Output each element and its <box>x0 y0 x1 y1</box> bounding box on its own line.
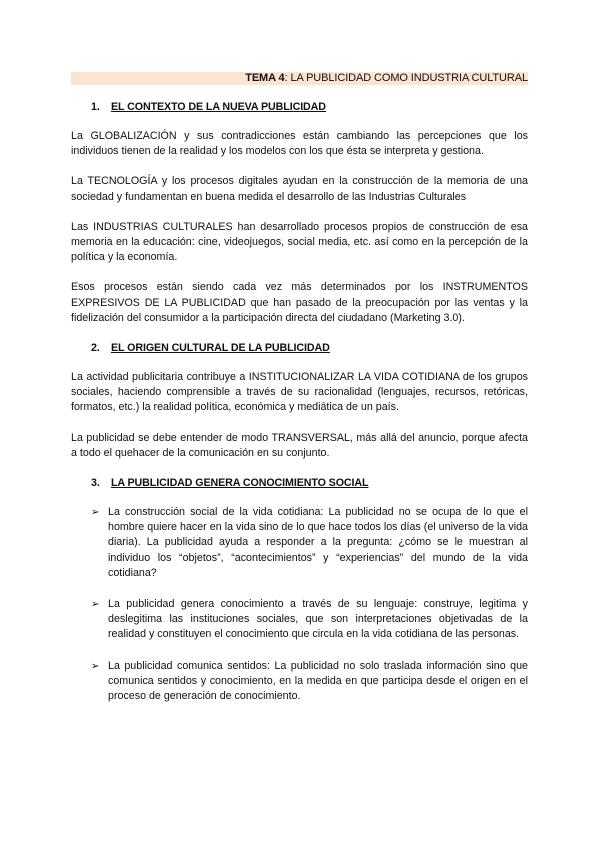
section-number: 1. <box>91 101 100 113</box>
section-heading-1 <box>71 100 528 115</box>
paragraph: La GLOBALIZACIÓN y sus contradicciones están cambiando las percepciones que los individuos tienen de la realidad y los modelos con los que ésta se interpreta y gestiona. <box>71 130 528 158</box>
section-title: LA PUBLICIDAD GENERA CONOCIMIENTO SOCIAL <box>111 477 369 490</box>
paragraph: La TECNOLOGÍA y los procesos digitales ayudan en la construcción de la memoria de una sociedad y fundamentan en buena medida el desarrollo de las Industrias Culturales <box>71 175 528 203</box>
section-heading-3 <box>71 476 528 491</box>
bullet-list <box>71 505 528 704</box>
arrow-bullet-icon: ➢ <box>91 660 100 672</box>
paragraph: La actividad publicitaria contribuye a INSTITUCIONALIZAR LA VIDA COTIDIANA de los grupos sociales, haciendo comprensible a través de su racionalidad (lenguajes, recursos, retóricas, formatos, etc.) la realidad política, económica y mediática de un país. <box>71 371 528 414</box>
list-item <box>91 505 528 581</box>
document-body <box>71 100 528 704</box>
header-title: : LA PUBLICIDAD COMO INDUSTRIA CULTURAL <box>284 72 528 84</box>
paragraph: Las INDUSTRIAS CULTURALES han desarrollado procesos propios de construcción de esa memoria en la educación: cine, videojuegos, social media, etc. así como en la percepción de la política y la economía. <box>71 220 528 264</box>
list-item <box>91 659 528 705</box>
list-item-text: La publicidad genera conocimiento a través de su lenguaje: construye, legitima y deslegitima las instituciones sociales, que son interpretaciones objetivadas de la realidad y constituyen el conocimiento que circula en la vida cotidiana de las personas. <box>108 598 528 641</box>
section-number: 3. <box>91 477 100 490</box>
document-header <box>245 71 528 85</box>
section-title: EL CONTEXTO DE LA NUEVA PUBLICIDAD <box>111 101 326 113</box>
section-title: EL ORIGEN CULTURAL DE LA PUBLICIDAD <box>111 342 330 355</box>
paragraph: La publicidad se debe entender de modo TRANSVERSAL, más allá del anuncio, porque afecta a todo el quehacer de la comunicación en su conjunto. <box>71 431 528 459</box>
paragraph: Esos procesos están siendo cada vez más determinados por los INSTRUMENTOS EXPRESIVOS DE LA PUBLICIDAD que han pasado de la preocupación por las ventas y la fidelización del consumidor a la participación directa del ciudadano (Marketing 3.0). <box>71 281 528 324</box>
arrow-bullet-icon: ➢ <box>91 507 100 519</box>
list-item-text: La construcción social de la vida cotidiana: La publicidad no se ocupa de lo que el hombre quiere hacer en la vida sino de lo que hace todos los días (el universo de la vida diaria). La publicidad ayuda a responder a la pregunta: ¿cómo se le muestran al individuo los “objetos”, “acontecimientos” y “experiencias” del mundo de la vida cotidiana? <box>108 506 528 579</box>
arrow-bullet-icon: ➢ <box>91 599 100 611</box>
header-tema-label: TEMA 4 <box>245 72 285 84</box>
list-item <box>91 597 528 643</box>
section-number: 2. <box>91 342 100 355</box>
section-heading-2 <box>71 341 528 356</box>
list-item-text: La publicidad comunica sentidos: La publicidad no solo traslada información sino que comunica sentidos y conocimiento, en la medida en que participa desde el origen en el proceso de generación de conocimiento. <box>108 659 528 703</box>
